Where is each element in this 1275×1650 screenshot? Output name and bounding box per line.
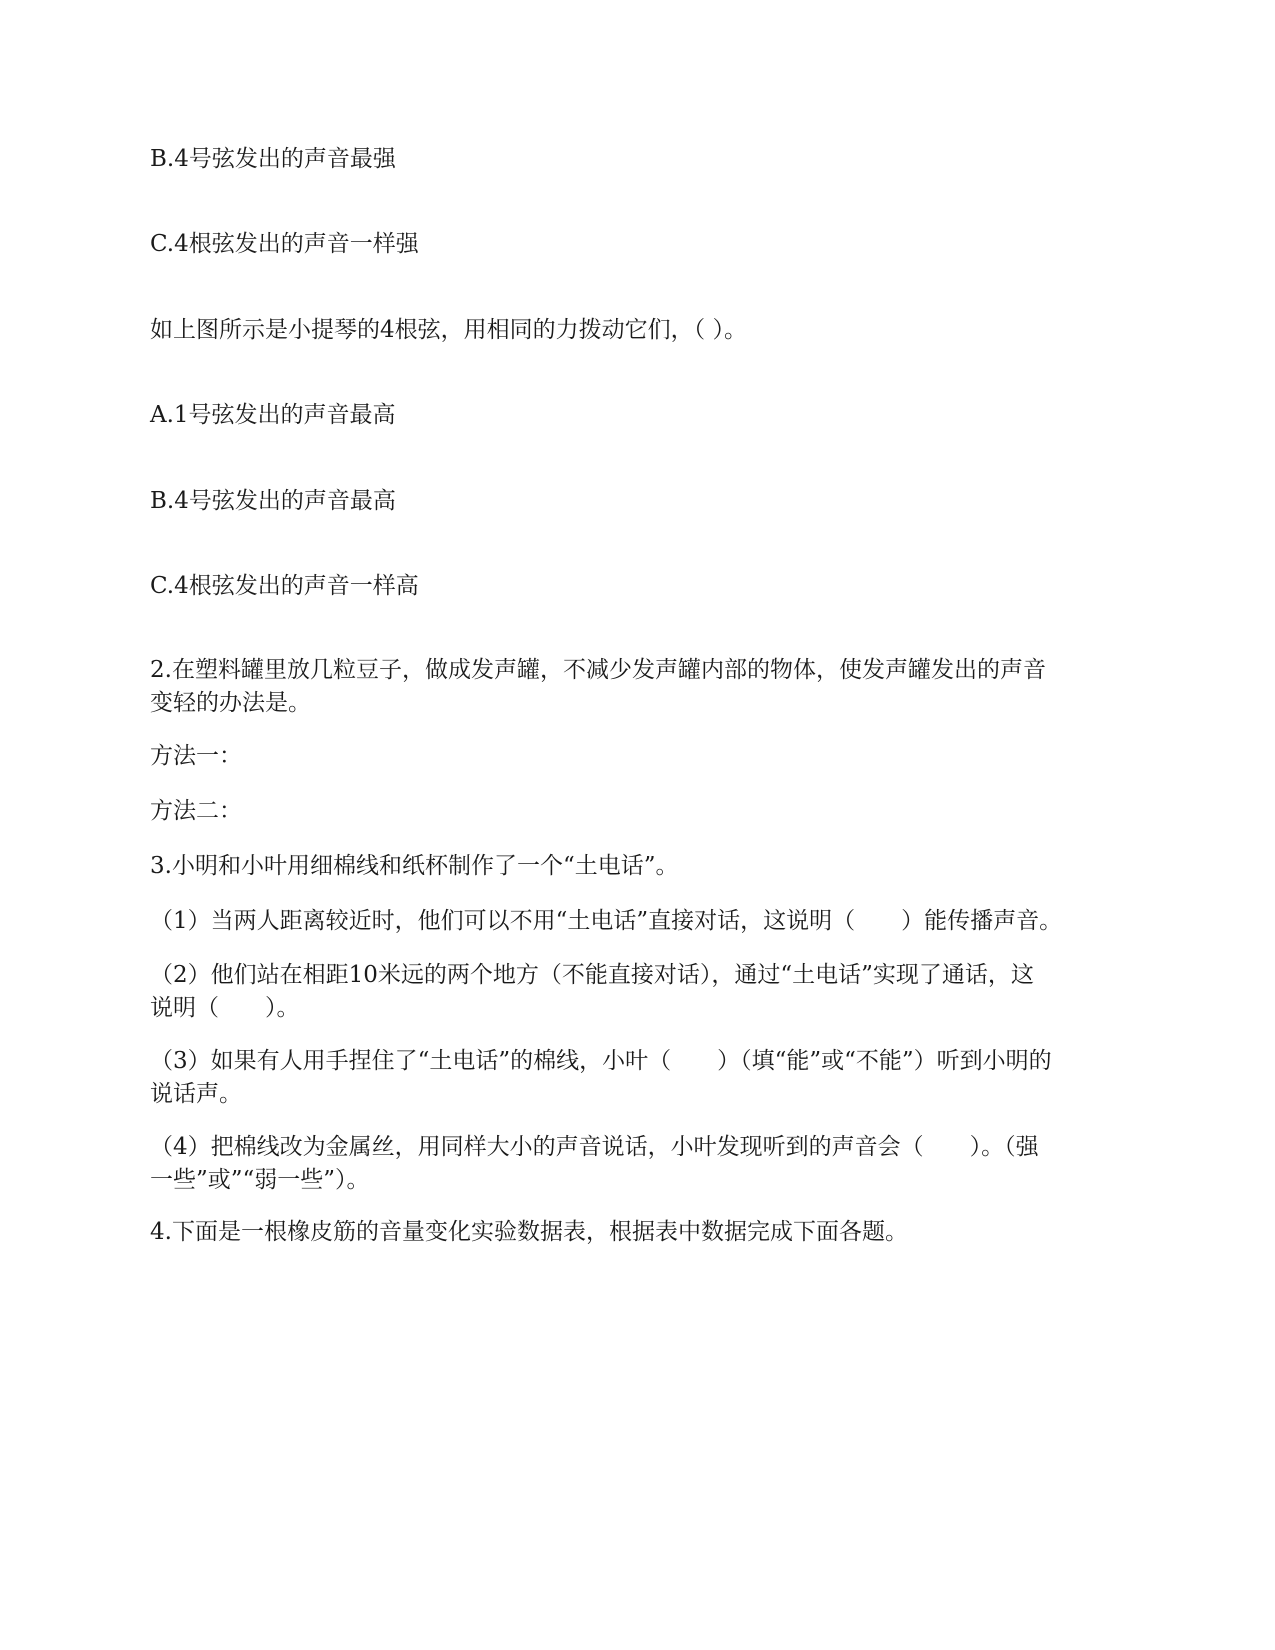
question-3-sub-4-line-1: （4）把棉线改为金属丝，用同样大小的声音说话，小叶发现听到的声音会（ ）。（强 [150, 1134, 1039, 1160]
question-3-sub-3 [150, 1045, 1130, 1111]
question-3-sub-2-line-1: （2）他们站在相距10米远的两个地方（不能直接对话），通过“土电话”实现了通话，这 [150, 962, 1034, 988]
question-3-sub-1: （1）当两人距离较近时，他们可以不用“土电话”直接对话，这说明（ ）能传播声音。 [150, 908, 1063, 934]
option-b-pitch: B.4号弦发出的声音最高 [150, 488, 396, 514]
question-3-sub-2 [150, 959, 1130, 1025]
method-two: 方法二： [150, 798, 242, 824]
option-a-pitch: A.1号弦发出的声音最高 [150, 402, 396, 428]
option-c-pitch: C.4根弦发出的声音一样高 [150, 573, 419, 599]
question-2-line-1: 2.在塑料罐里放几粒豆子，做成发声罐，不减少发声罐内部的物体，使发声罐发出的声音 [150, 657, 1046, 683]
question-violin-pitch: 如上图所示是小提琴的4根弦，用相同的力拨动它们，（ ）。 [150, 317, 747, 343]
option-c-loudness: C.4根弦发出的声音一样强 [150, 231, 419, 257]
question-3-sub-2-line-2: 说明（ ）。 [150, 995, 300, 1021]
question-2-line-2: 变轻的办法是。 [150, 690, 311, 716]
option-b-loudness: B.4号弦发出的声音最强 [150, 146, 396, 172]
question-3-sub-4 [150, 1131, 1130, 1197]
question-4-stem: 4.下面是一根橡皮筋的音量变化实验数据表，根据表中数据完成下面各题。 [150, 1219, 908, 1245]
question-3-stem: 3.小明和小叶用细棉线和纸杯制作了一个“土电话”。 [150, 853, 679, 879]
question-3-sub-3-line-1: （3）如果有人用手捏住了“土电话”的棉线，小叶（ ）（填“能”或“不能”）听到小明的 [150, 1048, 1052, 1074]
method-one: 方法一： [150, 743, 242, 769]
question-2 [150, 654, 1130, 720]
question-3-sub-4-line-2: 一些”或”“弱一些”）。 [150, 1167, 370, 1193]
question-3-sub-3-line-2: 说话声。 [150, 1081, 242, 1107]
